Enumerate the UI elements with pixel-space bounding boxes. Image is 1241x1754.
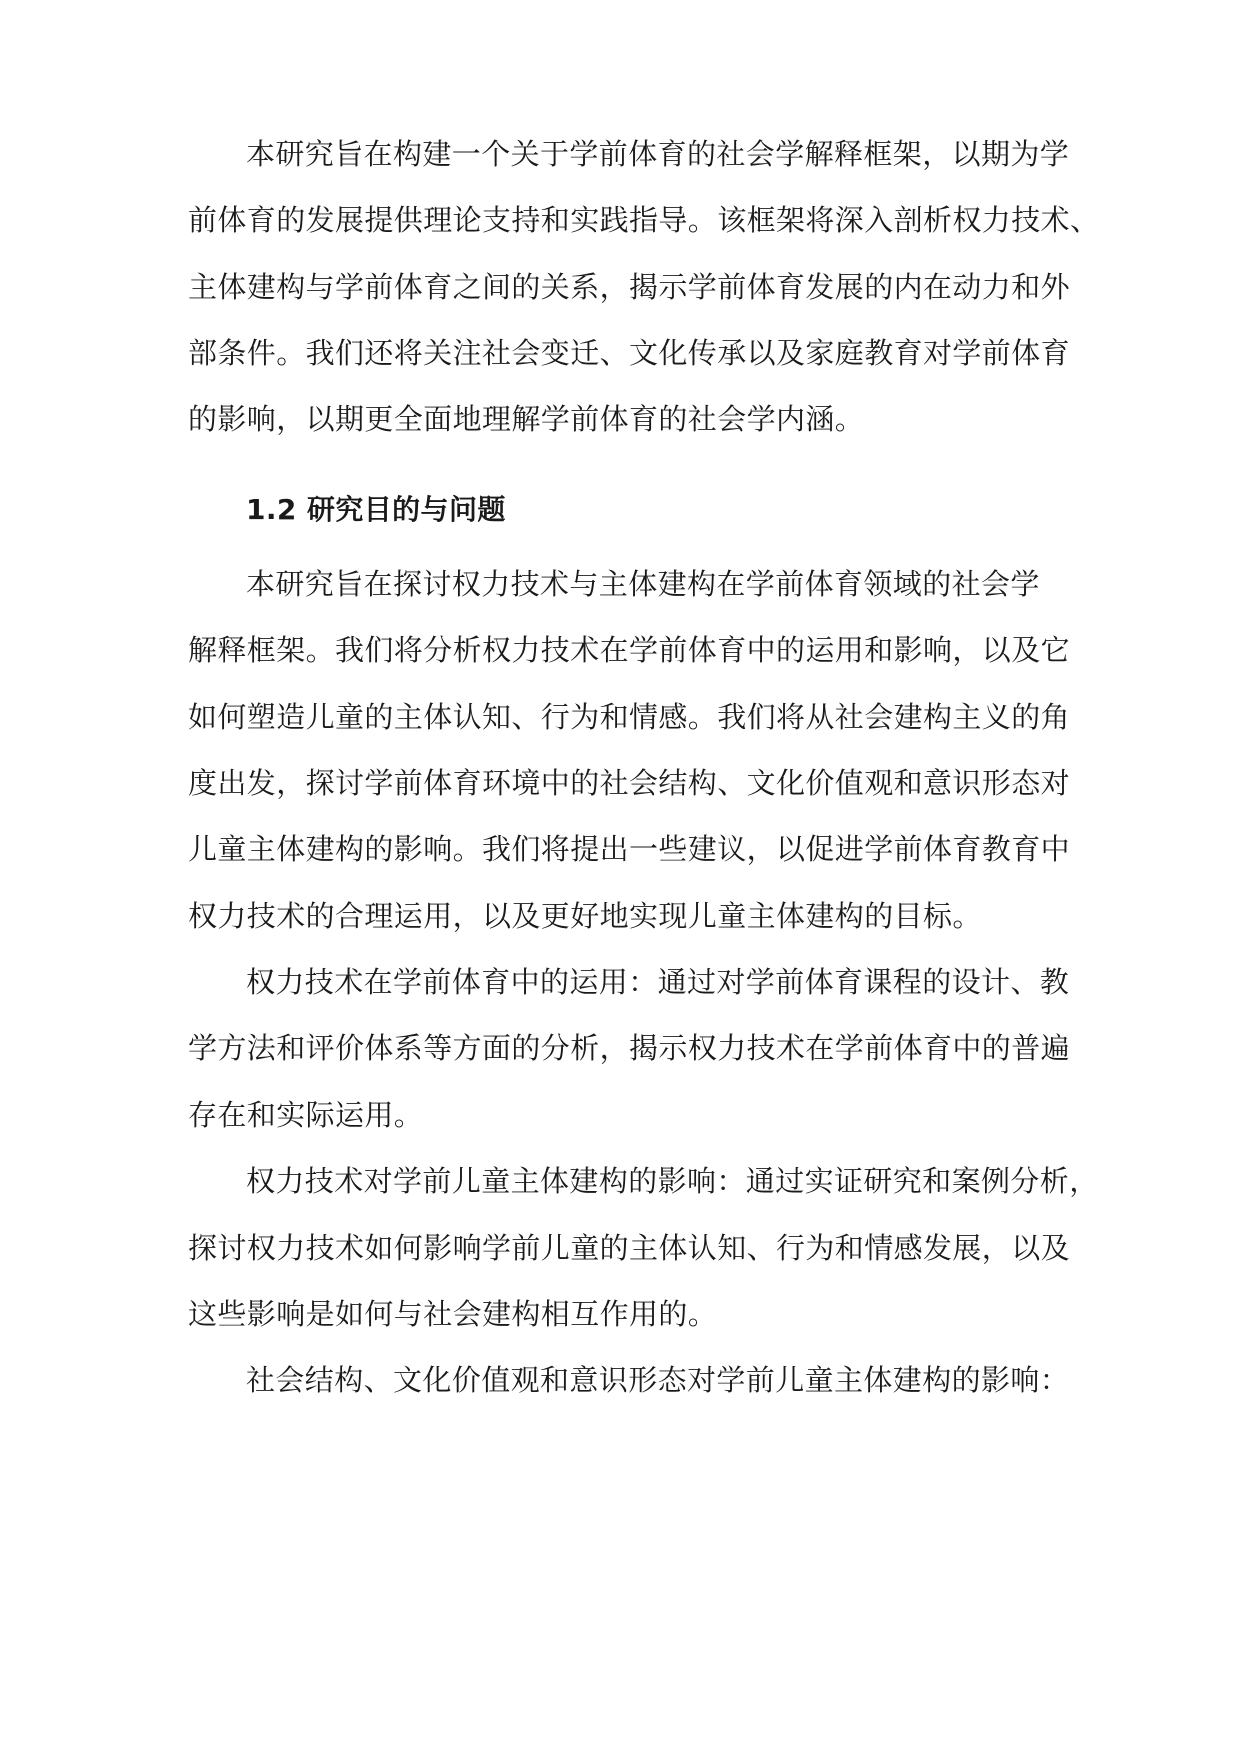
paragraph-line: 如何塑造儿童的主体认知、行为和情感。我们将从社会建构主义的角 — [188, 700, 1071, 734]
paragraph-line: 度出发，探讨学前体育环境中的社会结构、文化价值观和意识形态对 — [188, 766, 1071, 800]
paragraph-line: 本研究旨在探讨权力技术与主体建构在学前体育领域的社会学 — [246, 567, 1040, 601]
paragraph-line: 的影响，以期更全面地理解学前体育的社会学内涵。 — [188, 402, 865, 436]
paragraph-line: 社会结构、文化价值观和意识形态对学前儿童主体建构的影响： — [246, 1363, 1070, 1397]
paragraph-line: 权力技术的合理运用，以及更好地实现儿童主体建构的目标。 — [188, 899, 982, 933]
paragraph-line: 权力技术在学前体育中的运用：通过对学前体育课程的设计、教 — [246, 965, 1070, 999]
paragraph-line: 学方法和评价体系等方面的分析，揭示权力技术在学前体育中的普遍 — [188, 1031, 1071, 1065]
section-heading: 1.2 研究目的与问题 — [246, 493, 506, 526]
paragraph-line: 本研究旨在构建一个关于学前体育的社会学解释框架，以期为学 — [246, 137, 1070, 171]
paragraph-line: 主体建构与学前体育之间的关系，揭示学前体育发展的内在动力和外 — [188, 270, 1071, 304]
paragraph-line: 权力技术对学前儿童主体建构的影响：通过实证研究和案例分析， — [246, 1164, 1099, 1198]
paragraph-line: 前体育的发展提供理论支持和实践指导。该框架将深入剖析权力技术、 — [188, 203, 1100, 237]
paragraph-line: 这些影响是如何与社会建构相互作用的。 — [188, 1297, 718, 1331]
paragraph-line: 存在和实际运用。 — [188, 1098, 424, 1132]
paragraph-line: 探讨权力技术如何影响学前儿童的主体认知、行为和情感发展，以及 — [188, 1231, 1071, 1265]
paragraph-line: 解释框架。我们将分析权力技术在学前体育中的运用和影响，以及它 — [188, 633, 1071, 667]
paragraph-line: 部条件。我们还将关注社会变迁、文化传承以及家庭教育对学前体育 — [188, 336, 1071, 370]
paragraph-line: 儿童主体建构的影响。我们将提出一些建议，以促进学前体育教育中 — [188, 832, 1071, 866]
